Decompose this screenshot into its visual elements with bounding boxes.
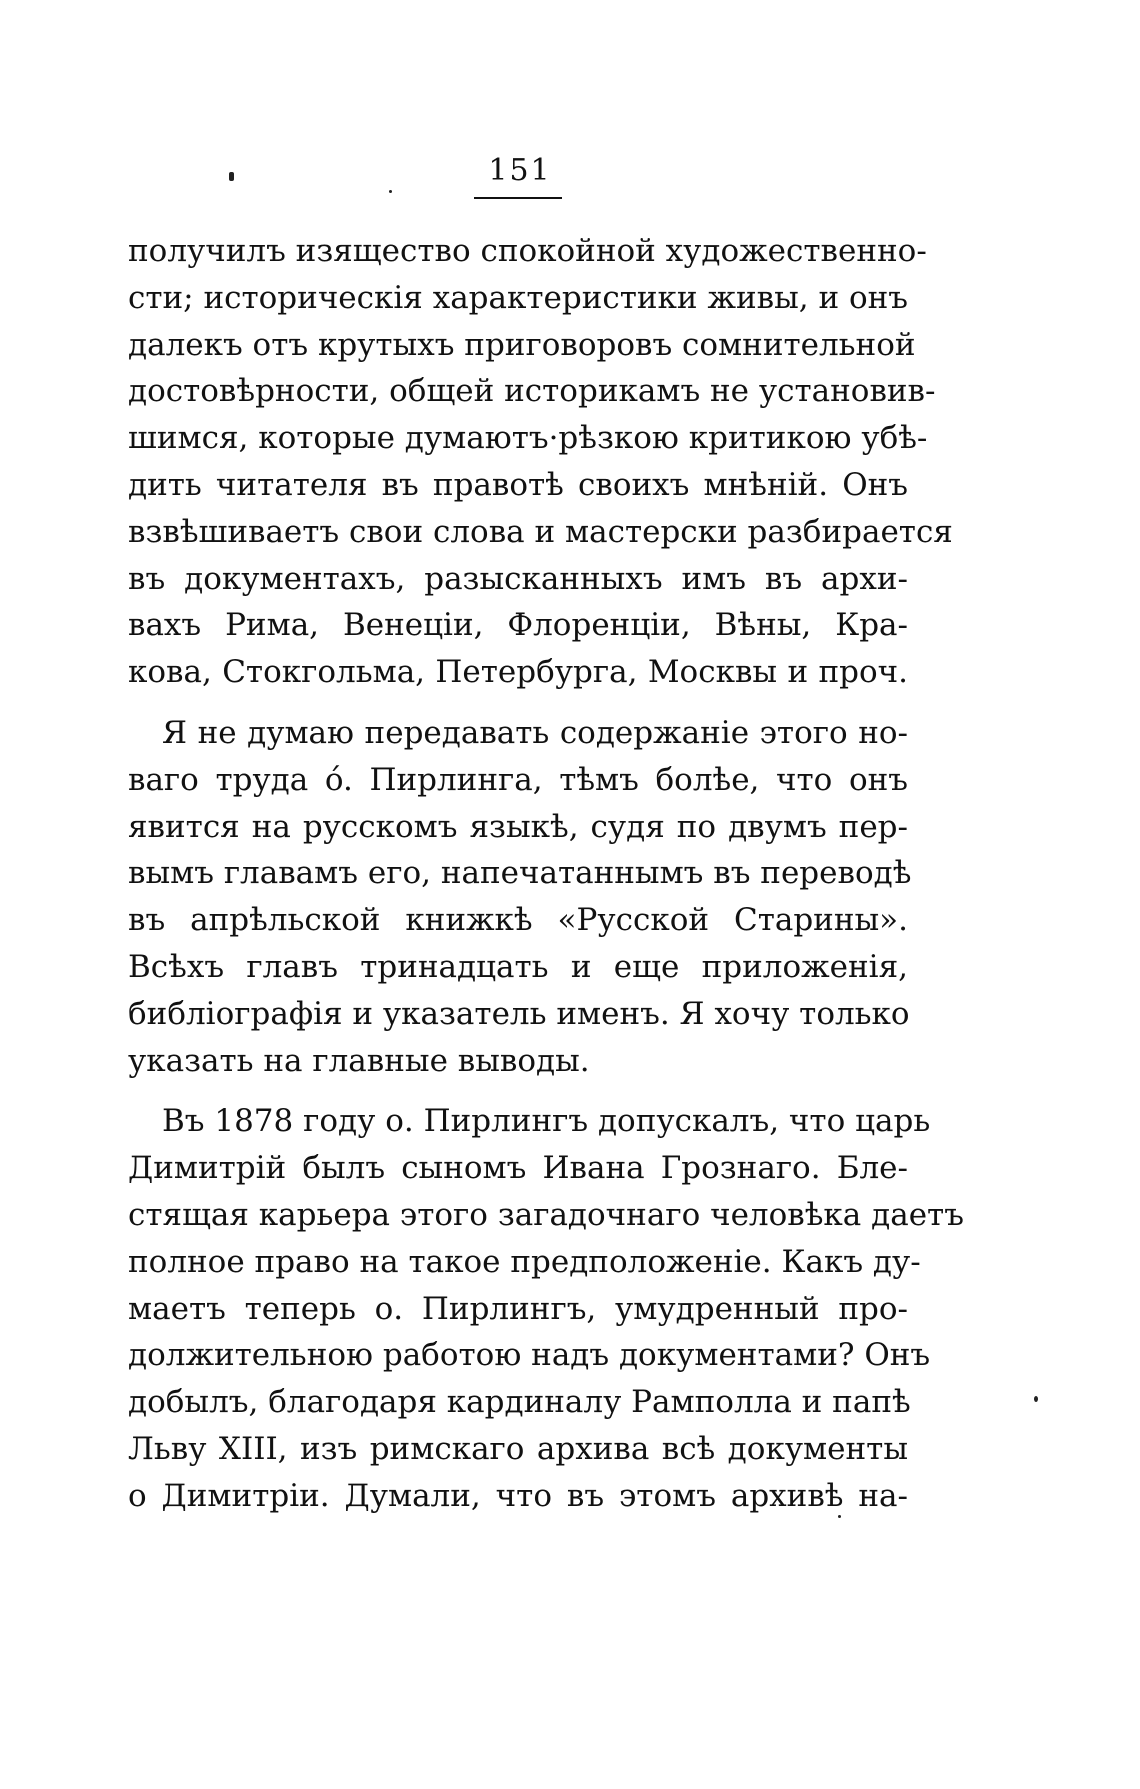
text-line: ваго труда ó. Пирлинга, тѣмъ болѣе, что онъ	[128, 761, 908, 798]
text-line: явится на русскомъ языкѣ, судя по двумъ пер-	[128, 808, 908, 845]
text-line: указать на главные выводы.	[128, 1042, 590, 1079]
text-line: Всѣхъ главъ тринадцать и еще приложенія,	[128, 948, 908, 985]
page-header	[0, 145, 1140, 205]
text-line: достовѣрности, общей историкамъ не установив-	[128, 373, 936, 410]
text-line: полное право на такое предположеніе. Какъ ду-	[128, 1243, 921, 1280]
text-line: получилъ изящество спокойной художественно-	[128, 233, 927, 269]
text-line: о Димитріи. Думали, что въ этомъ архивѣ на-	[128, 1477, 908, 1514]
text-line: шимся, которые думаютъ·рѣзкою критикою убѣ-	[128, 420, 928, 457]
text-line: Димитрій былъ сыномъ Ивана Грознаго. Бле-	[128, 1150, 908, 1187]
header-rule	[474, 197, 562, 199]
text-line: Льву XIII, изъ римскаго архива всѣ документы	[128, 1430, 908, 1467]
body-text	[128, 228, 964, 1520]
text-line: кова, Стокгольма, Петербурга, Москвы и проч.	[128, 654, 908, 691]
paragraph-gap	[128, 1084, 908, 1098]
text-line: сти; историческія характеристики живы, и онъ	[128, 279, 909, 316]
page-number: 151	[488, 153, 552, 188]
text-line: Въ 1878 году о. Пирлингъ допускалъ, что царь	[162, 1103, 931, 1140]
paragraph-gap	[128, 696, 908, 710]
text-line: Я не думаю передавать содержаніе этого но-	[162, 714, 908, 751]
text-line: библіографія и указатель именъ. Я хочу только	[128, 995, 910, 1032]
ink-speck	[389, 190, 392, 193]
text-line: должительною работою надъ документами? Онъ	[128, 1337, 931, 1374]
text-line: вымъ главамъ его, напечатаннымъ въ переводѣ	[128, 855, 912, 892]
ink-speck	[1034, 1396, 1038, 1402]
text-line: въ документахъ, разысканныхъ имъ въ архи-	[128, 560, 908, 597]
text-line: вахъ Рима, Венеціи, Флоренціи, Вѣны, Кра-	[128, 607, 908, 644]
text-line: маетъ теперь о. Пирлингъ, умудренный про-	[128, 1290, 908, 1327]
text-line: стящая карьера этого загадочнаго человѣка даетъ	[128, 1196, 964, 1233]
text-line: дить читателя въ правотѣ своихъ мнѣній. Онъ	[128, 466, 908, 503]
text-line: добылъ, благодаря кардиналу Рамполла и папѣ	[128, 1384, 911, 1421]
ink-speck	[229, 172, 234, 181]
text-line: взвѣшиваетъ свои слова и мастерски разбирается	[128, 513, 953, 550]
text-line: далекъ отъ крутыхъ приговоровъ сомнительной	[128, 326, 916, 363]
text-line: въ апрѣльской книжкѣ «Русской Старины».	[128, 902, 908, 939]
